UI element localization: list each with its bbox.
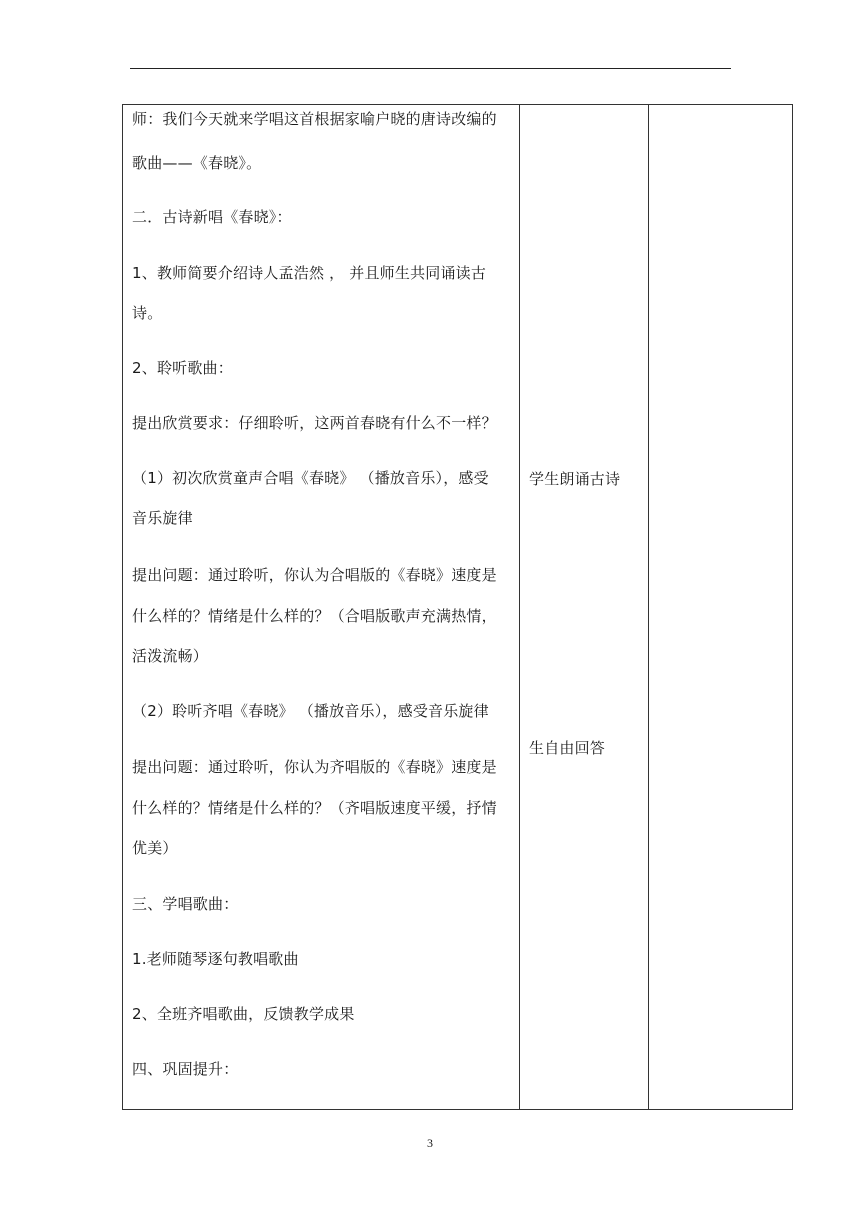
text-line: 学生朗诵古诗 <box>529 470 621 488</box>
column-divider <box>519 105 520 1109</box>
page-number: 3 <box>427 1136 433 1150</box>
text-line: 活泼流畅） <box>132 647 209 665</box>
text-line: 生自由回答 <box>529 739 606 757</box>
text-line: （1）初次欣赏童声合唱《春晓》 （播放音乐），感受 <box>132 469 489 487</box>
text-line: 提出问题：通过聆听，你认为合唱版的《春晓》速度是 <box>132 566 497 584</box>
text-line: 什么样的？情绪是什么样的？（合唱版歌声充满热情， <box>132 607 497 625</box>
header-rule <box>130 68 731 69</box>
text-line: 四、巩固提升： <box>132 1060 239 1078</box>
text-line: 2、全班齐唱歌曲，反馈教学成果 <box>132 1005 355 1023</box>
text-line: （2）聆听齐唱《春晓》 （播放音乐），感受音乐旋律 <box>132 702 489 720</box>
text-line: 优美） <box>132 839 178 857</box>
lesson-table <box>122 104 793 1110</box>
text-line: 歌曲——《春晓》。 <box>132 154 262 172</box>
text-line: 音乐旋律 <box>132 509 193 527</box>
text-line: 1、教师简要介绍诗人孟浩然 ， 并且师生共同诵读古 <box>132 264 487 282</box>
text-line: 三、学唱歌曲： <box>132 895 239 913</box>
text-line: 诗。 <box>132 304 163 322</box>
text-line: 提出问题：通过聆听，你认为齐唱版的《春晓》速度是 <box>132 758 497 776</box>
column-divider <box>648 105 649 1109</box>
text-line: 1.老师随琴逐句教唱歌曲 <box>132 950 299 968</box>
text-line: 什么样的？情绪是什么样的？（齐唱版速度平缓，抒情 <box>132 799 497 817</box>
text-line: 二．古诗新唱《春晓》： <box>132 208 292 226</box>
text-line: 2、聆听歌曲： <box>132 359 233 377</box>
text-line: 提出欣赏要求：仔细聆听，这两首春晓有什么不一样？ <box>132 414 497 432</box>
text-line: 师：我们今天就来学唱这首根据家喻户晓的唐诗改编的 <box>132 110 497 128</box>
